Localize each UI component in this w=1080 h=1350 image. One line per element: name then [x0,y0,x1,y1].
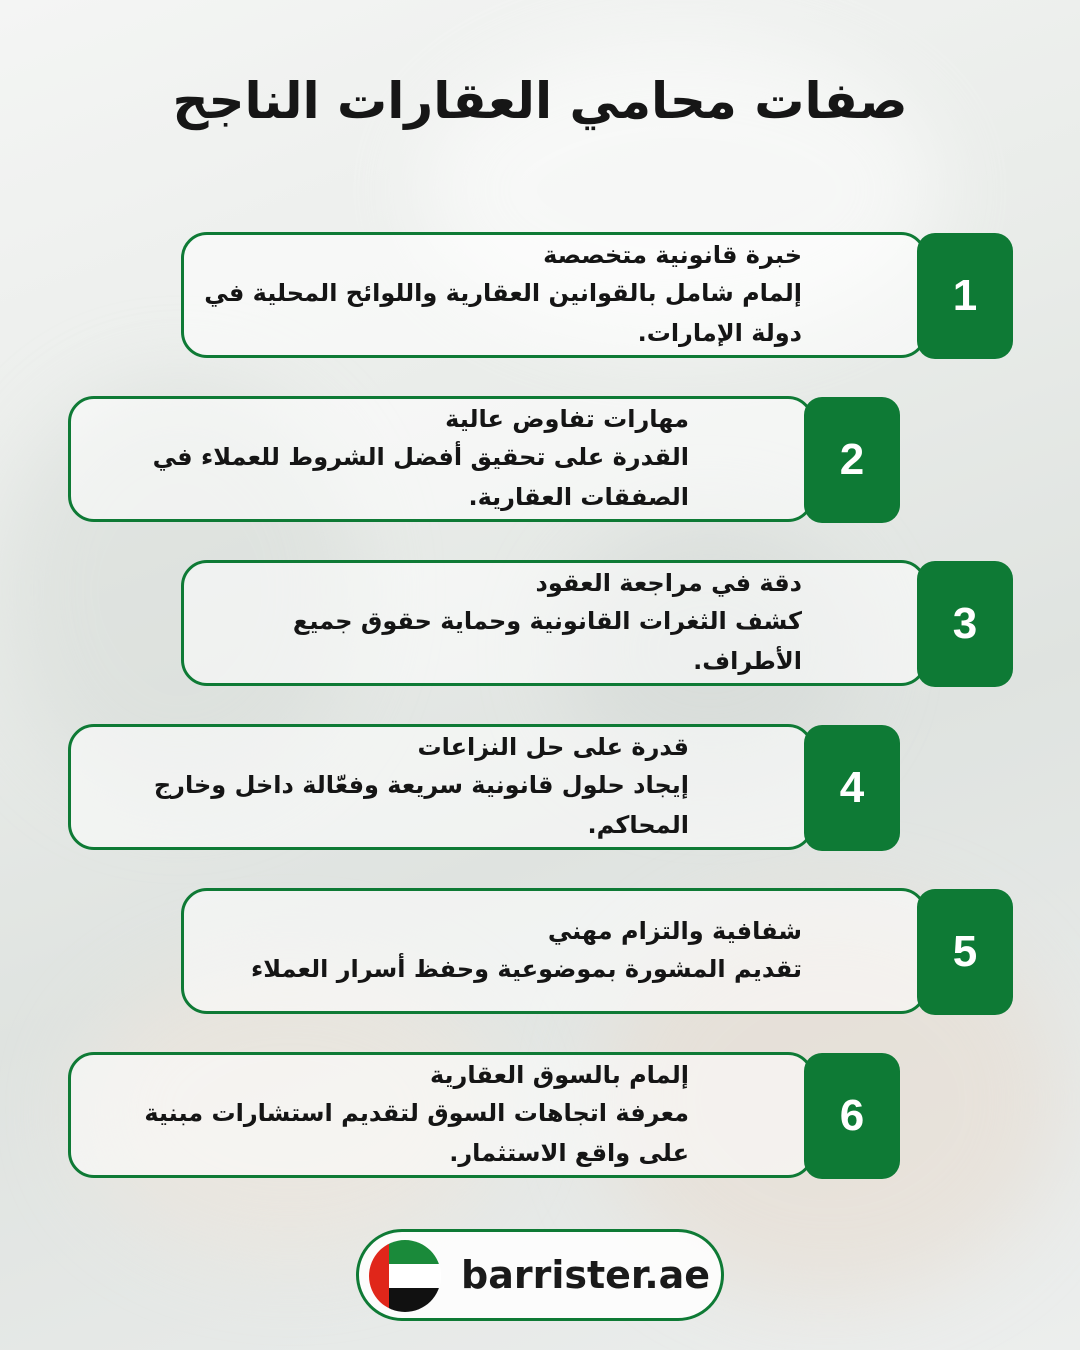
number-badge-6: 6 [804,1053,900,1179]
card-heading: شفافية والتزام مهني [547,917,802,945]
quality-card-2 [68,396,814,522]
number-badge-2: 2 [804,397,900,523]
website-badge[interactable] [356,1229,724,1321]
card-description: إيجاد حلول قانونية سريعة وفعّالة داخل وخارج المحاكم. [153,771,689,839]
card-text [91,1055,689,1175]
card-description: كشف الثغرات القانونية وحماية حقوق جميع الأطراف. [292,607,802,675]
card-heading: مهارات تفاوض عالية [445,405,689,433]
card-text [91,727,689,847]
quality-card-5 [181,888,927,1014]
number-badge-4: 4 [804,725,900,851]
card-description: إلمام شامل بالقوانين العقارية واللوائح المحلية في دولة الإمارات. [204,279,802,347]
card-description: تقديم المشورة بموضوعية وحفظ أسرار العملاء [250,955,802,983]
quality-card-4 [68,724,814,850]
card-text [204,891,802,1011]
website-link[interactable]: barrister.ae [461,1253,711,1297]
card-heading: إلمام بالسوق العقارية [429,1061,689,1089]
quality-card-3 [181,560,927,686]
uae-flag-icon [369,1240,441,1312]
card-text [91,399,689,519]
card-heading: قدرة على حل النزاعات [417,733,689,761]
page-title: صفات محامي العقارات الناجح [172,72,908,130]
number-badge-5: 5 [917,889,1013,1015]
card-heading: دقة في مراجعة العقود [535,569,802,597]
quality-card-1 [181,232,927,358]
quality-card-6 [68,1052,814,1178]
card-description: القدرة على تحقيق أفضل الشروط للعملاء في الصفقات العقارية. [152,443,689,511]
number-badge-3: 3 [917,561,1013,687]
card-heading: خبرة قانونية متخصصة [543,241,802,269]
number-badge-1: 1 [917,233,1013,359]
card-text [204,235,802,355]
card-description: معرفة اتجاهات السوق لتقديم استشارات مبنية على واقع الاستثمار. [144,1099,689,1167]
card-text [204,563,802,683]
